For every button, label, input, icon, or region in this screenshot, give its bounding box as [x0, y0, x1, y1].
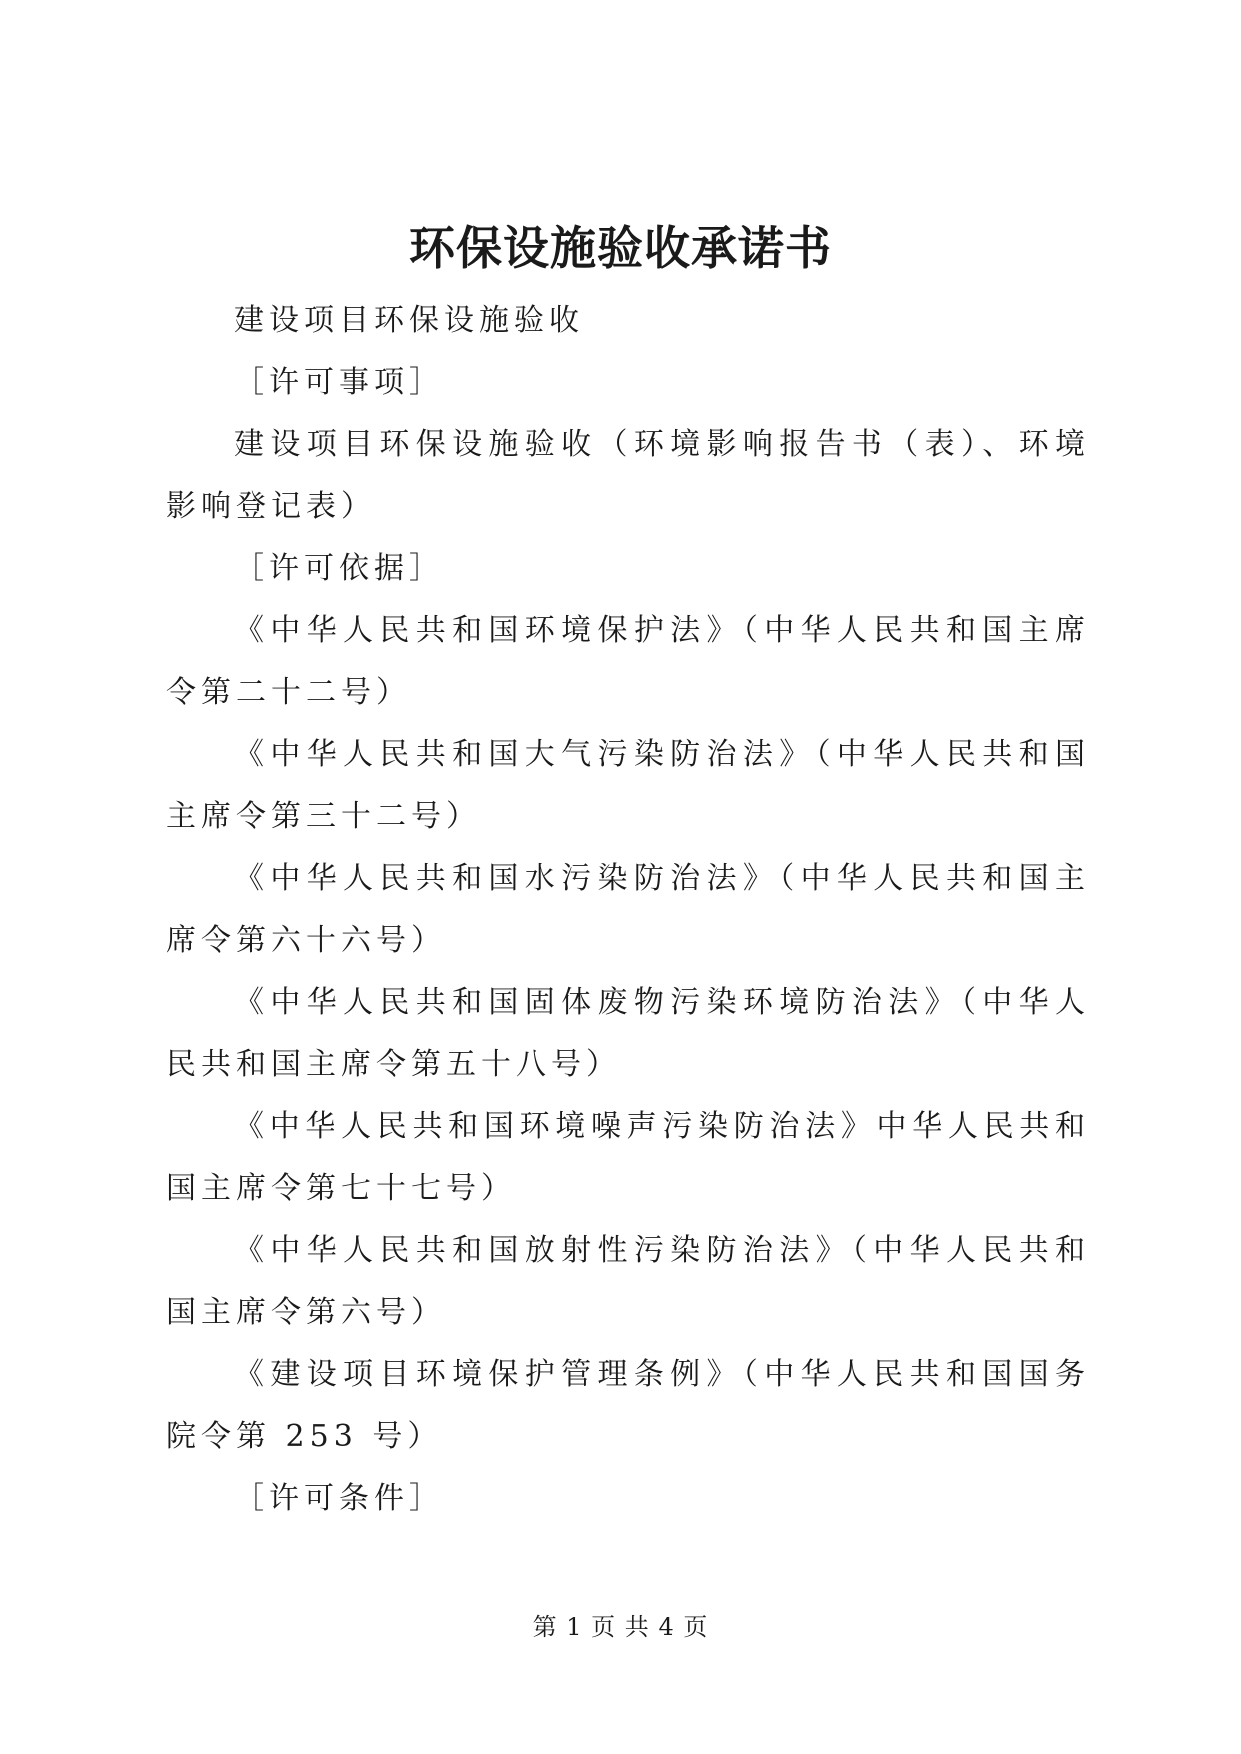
section-heading-license-item: ［许可事项］: [234, 365, 444, 400]
paragraph-law-solid-waste: 《中华人民共和国固体废物污染环境防治法》（中华人民共和国主席令第五十八号）: [166, 985, 1090, 1082]
section-heading-license-conditions: ［许可条件］: [234, 1481, 444, 1516]
paragraph-law-water-pollution: 《中华人民共和国水污染防治法》（中华人民共和国主席令第六十六号）: [166, 861, 1090, 958]
paragraph-law-radioactive-pollution: 《中华人民共和国放射性污染防治法》（中华人民共和国主席令第六号）: [166, 1233, 1090, 1330]
paragraph-license-item: 建设项目环保设施验收（环境影响报告书（表）、环境影响登记表）: [166, 427, 1090, 524]
document-body: [166, 290, 1090, 1530]
paragraph-regulation-construction-project: 《建设项目环境保护管理条例》（中华人民共和国国务院令第 253 号）: [166, 1357, 1090, 1454]
document-title: 环保设施验收承诺书: [409, 221, 832, 275]
paragraph-law-air-pollution: 《中华人民共和国大气污染防治法》（中华人民共和国主席令第三十二号）: [166, 737, 1090, 834]
paragraph-law-environmental-protection: 《中华人民共和国环境保护法》（中华人民共和国主席令第二十二号）: [166, 613, 1090, 710]
paragraph-law-noise-pollution: 《中华人民共和国环境噪声污染防治法》中华人民共和国主席令第七十七号）: [166, 1109, 1090, 1206]
paragraph-project-name: 建设项目环保设施验收: [234, 303, 584, 338]
page-number-footer: 第 1 页 共 4 页: [532, 1613, 709, 1641]
section-heading-license-basis: ［许可依据］: [234, 551, 444, 586]
